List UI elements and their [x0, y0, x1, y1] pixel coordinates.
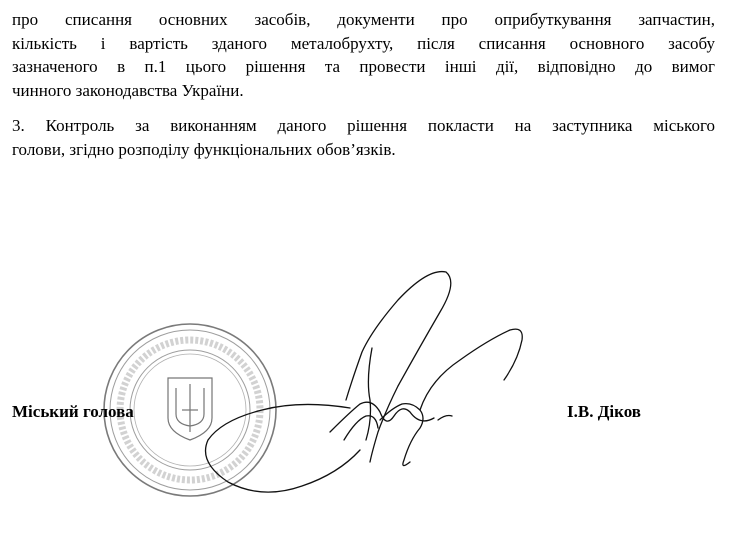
- signatory-position: Міський голова: [12, 402, 134, 421]
- coat-of-arms-icon: [168, 378, 212, 440]
- text-line: зазначеного в п.1 цього рішення та провести інші дії, відповідно до вимог: [12, 57, 715, 76]
- text-line: кількість і вартість зданого металобрухту, після списання основного засобу: [12, 33, 715, 53]
- text-line: 3. Контроль за виконанням даного рішення покласти на заступника міського: [12, 116, 715, 135]
- text-line: про списання основних засобів, документи про оприбуткування запчастин,: [12, 10, 715, 29]
- signatory-name: І.В. Діков: [567, 402, 641, 421]
- text-line: голови, згідно розподілу функціональних обов’язків.: [12, 139, 396, 159]
- text-line: чинного законодавства України.: [12, 80, 244, 100]
